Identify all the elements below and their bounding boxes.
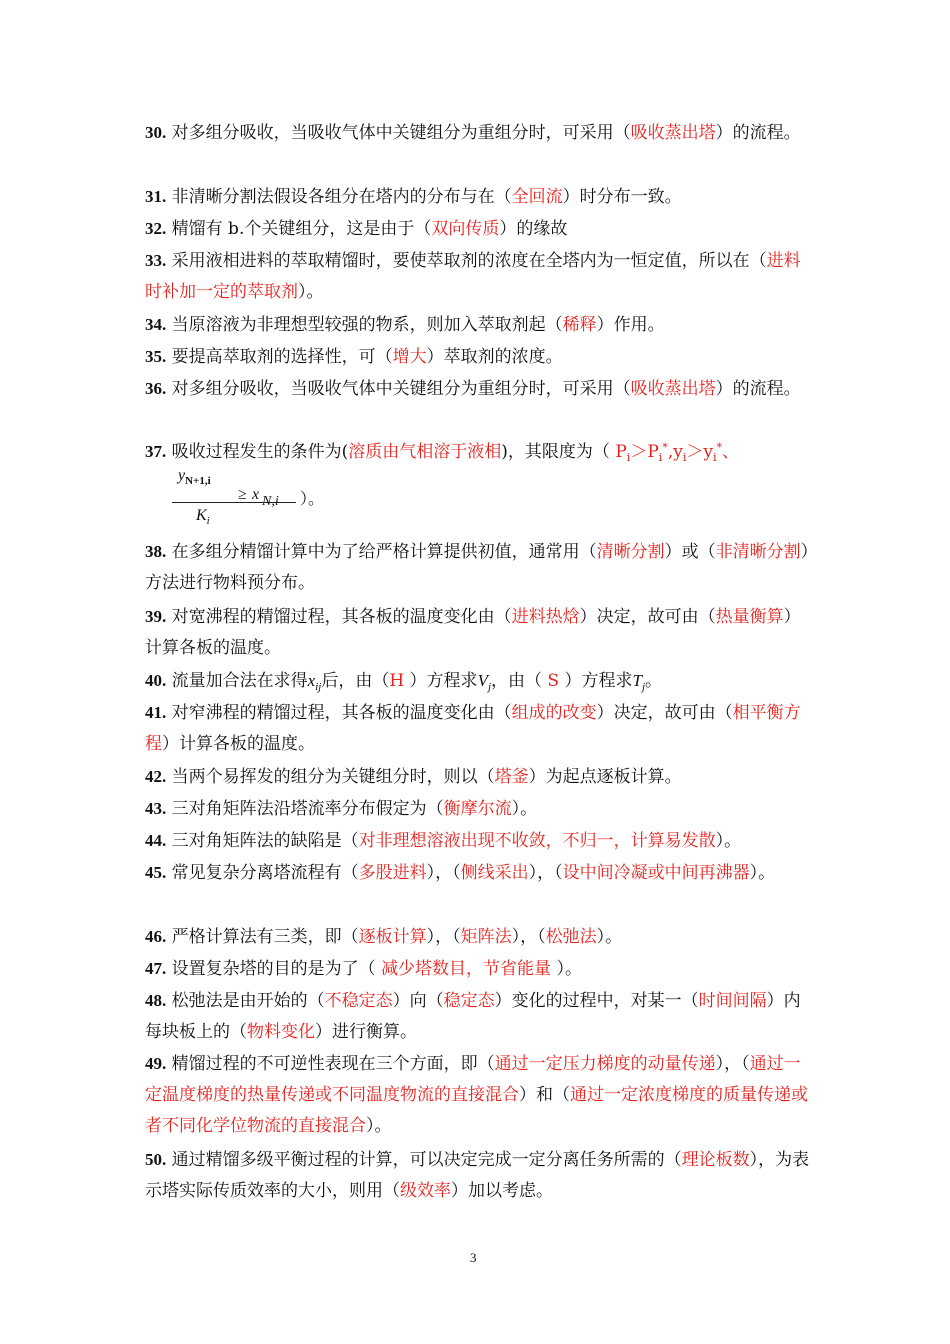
question-number: 40.	[145, 671, 167, 690]
question-segment: ），（	[511, 927, 546, 947]
question-38	[145, 536, 810, 599]
answer-text: 设中间冷凝或中间再沸器	[562, 863, 750, 883]
question-segment: ）向（	[392, 991, 444, 1011]
question-segment: 。	[645, 671, 663, 691]
question-segment: 当两个易挥发的组分为关键组分时，则以（	[171, 767, 495, 787]
question-segment: ），（	[528, 863, 563, 883]
question-number: 38.	[145, 542, 167, 561]
question-text	[172, 799, 538, 819]
answer-text: 吸收蒸出塔	[630, 123, 716, 143]
question-segment: )，其限度为（	[501, 442, 616, 462]
question-number: 34.	[145, 315, 167, 334]
question-segment: ）。	[596, 927, 623, 947]
answer-text: 松弛法	[545, 927, 597, 947]
question-number: 30.	[145, 123, 167, 142]
question-segment: ）的缘故	[499, 219, 568, 239]
question-segment: 常见复杂分离塔流程有（	[171, 863, 359, 883]
answer-text: 稀释	[562, 315, 597, 335]
question-45	[145, 857, 810, 889]
question-segment: ）。	[749, 863, 776, 883]
question-segment: ）决定，故可由（	[579, 607, 716, 627]
question-segment: ）萃取剂的浓度。	[426, 347, 563, 367]
answer-text: 侧线采出	[460, 863, 529, 883]
question-segment: ），为表示塔实际传质效率的大小，则用（	[145, 1150, 810, 1201]
question-segment: ）进行衡算。	[315, 1022, 417, 1042]
answer-text: i	[626, 451, 631, 464]
question-number: 47.	[145, 959, 167, 978]
question-segment: 对宽沸程的精馏过程，其各板的温度变化由（	[171, 607, 512, 627]
question-36	[145, 373, 810, 405]
answer-text: 多股进料	[358, 863, 427, 883]
question-segment: ）为起点逐板计算。	[528, 767, 682, 787]
question-segment: ）计算各板的温度。	[162, 734, 315, 754]
question-segment: 非清晰分割法假设各组分在塔内的分布与在（	[171, 187, 512, 207]
question-number: 35.	[145, 347, 167, 366]
question-text	[172, 442, 739, 462]
question-text	[145, 542, 809, 593]
question-text	[172, 123, 801, 143]
question-segment: ）。	[298, 282, 324, 302]
question-41	[145, 697, 810, 760]
answer-text: 理论板数	[681, 1150, 750, 1170]
question-segment: ij	[315, 681, 322, 693]
question-text	[145, 607, 801, 658]
question-segment: 当原溶液为非理想型较强的物系，则加入萃取剂起（	[171, 315, 563, 335]
answer-text: 级效率	[400, 1181, 451, 1201]
question-segment: ，由（	[491, 671, 548, 691]
question-segment: ）。	[551, 959, 582, 979]
question-number: 37.	[145, 442, 167, 461]
answer-text: i	[712, 451, 717, 464]
question-number: 36.	[145, 379, 167, 398]
question-segment: 采用液相进料的萃取精馏时，要使萃取剂的浓度在全塔内为一恒定值，所以在（	[171, 251, 767, 271]
question-text	[172, 959, 582, 979]
question-segment: j	[641, 681, 646, 693]
question-segment: ）内每块板上的（	[145, 991, 801, 1042]
question-segment: ）作用。	[596, 315, 665, 335]
question-segment: 松弛法是由开始的（	[171, 991, 325, 1011]
question-number: 48.	[145, 991, 167, 1010]
question-text	[172, 831, 742, 851]
question-text	[172, 347, 563, 367]
question-segment: ）或（	[664, 542, 716, 562]
question-segment: ）计算各板的温度。	[145, 607, 801, 658]
question-segment: ）时分布一致。	[562, 187, 682, 207]
answer-text: 吸收蒸出塔	[630, 379, 716, 399]
question-segment: 严格计算法有三类，即（	[171, 927, 359, 947]
answer-text: 矩阵法	[460, 927, 512, 947]
question-text	[145, 703, 801, 754]
formula-geq: ≥	[238, 486, 247, 503]
question-number: 45.	[145, 863, 167, 882]
question-segment: j	[487, 681, 492, 693]
answer-text: 通过一定温度梯度的热量传递或不同温度物流的直接混合	[145, 1054, 801, 1105]
formula-denominator: $K_i$	[196, 507, 210, 527]
question-30	[145, 117, 810, 149]
question-text	[172, 927, 623, 947]
question-segment: 设置复杂塔的目的是为了（	[171, 959, 382, 979]
question-number: 44.	[145, 831, 167, 850]
question-text	[172, 219, 568, 239]
question-47	[145, 953, 810, 985]
formula-x: x	[252, 486, 260, 503]
question-segment: 三对角矩阵法沿塔流率分布假定为（	[171, 799, 444, 819]
answer-text: S	[547, 671, 560, 691]
answer-text: 不稳定态	[324, 991, 393, 1011]
question-number: 50.	[145, 1150, 167, 1169]
question-50	[145, 1144, 810, 1207]
question-segment: 在多组分精馏计算中为了给严格计算提供初值，通常用（	[171, 542, 597, 562]
answer-text: 增大	[392, 347, 427, 367]
question-number: 41.	[145, 703, 167, 722]
question-text	[145, 991, 801, 1042]
question-segment: ）决定，故可由（	[596, 703, 733, 723]
question-segment: T	[632, 671, 642, 690]
answer-text: 组成的改变	[511, 703, 597, 723]
answer-text: ＞P	[630, 442, 659, 462]
question-segment: ），（	[426, 927, 461, 947]
question-segment: ）加以考虑。	[451, 1181, 553, 1201]
question-segment: 对窄沸程的精馏过程，其各板的温度变化由（	[171, 703, 512, 723]
answer-text: 非清晰分割	[715, 542, 801, 562]
answer-text: 逐板计算	[358, 927, 427, 947]
question-text	[172, 767, 682, 787]
question-segment: x	[307, 671, 316, 690]
answer-text: *	[662, 441, 668, 454]
question-46	[145, 921, 810, 953]
answer-text: H	[389, 671, 405, 691]
question-text	[172, 379, 801, 399]
answer-text: 对非理想溶液出现不收敛，不归一，计算易发散	[358, 831, 716, 851]
question-segment: ）。	[715, 831, 742, 851]
question-number: 33.	[145, 251, 167, 270]
question-text	[172, 315, 665, 335]
question-segment: ）变化的过程中，对某一（	[494, 991, 699, 1011]
answer-text: i	[682, 451, 687, 464]
question-number: 43.	[145, 799, 167, 818]
question-text	[145, 1150, 809, 1201]
question-segment: ）方程求	[559, 671, 633, 691]
answer-text: 物料变化	[247, 1022, 315, 1042]
question-segment: ）。	[366, 1116, 392, 1136]
question-39	[145, 601, 810, 664]
question-35	[145, 341, 810, 373]
question-segment: 后，由（	[321, 671, 390, 691]
question-segment: ）。	[511, 799, 538, 819]
question-31	[145, 181, 810, 213]
question-42	[145, 761, 810, 793]
question-segment: ）的流程。	[715, 379, 801, 399]
question-segment: ），（	[715, 1054, 750, 1074]
question-34	[145, 309, 810, 341]
question-number: 39.	[145, 607, 167, 626]
answer-text: P	[615, 442, 627, 462]
answer-text: 进料热焓	[511, 607, 580, 627]
answer-text: 通过一定浓度梯度的质量传递或者不同化学位物流的直接混合	[145, 1085, 808, 1136]
question-segment: 精馏有 b.个关键组分，这是由于（	[171, 219, 432, 239]
question-segment: 精馏过程的不可逆性表现在三个方面，即（	[171, 1054, 495, 1074]
question-segment: ）方程求	[404, 671, 478, 691]
question-segment: V	[477, 671, 488, 690]
question-segment: 流量加合法在求得	[171, 671, 308, 691]
answer-text: ＞y	[686, 442, 713, 462]
answer-text: 稳定态	[443, 991, 495, 1011]
question-segment: ）和（	[519, 1085, 570, 1105]
question-text	[172, 187, 682, 207]
answer-text: i	[658, 451, 663, 464]
question-37	[145, 432, 810, 473]
answer-text: ,y	[667, 442, 683, 462]
answer-text: 时间间隔	[698, 991, 767, 1011]
answer-text: 塔釜	[494, 767, 529, 787]
question-number: 46.	[145, 927, 167, 946]
question-49	[145, 1048, 810, 1142]
question-text	[145, 1054, 808, 1136]
formula-numerator: $y_{N+1,i}$	[178, 467, 211, 487]
question-segment: ），（	[426, 863, 461, 883]
question-32	[145, 213, 810, 245]
answer-text: 热量衡算	[715, 607, 784, 627]
question-segment: 三对角矩阵法的缺陷是（	[171, 831, 359, 851]
answer-text: 、	[722, 442, 739, 462]
answer-text: 清晰分割	[596, 542, 665, 562]
answer-text: 减少塔数目，节省能量	[381, 959, 552, 979]
question-number: 42.	[145, 767, 167, 786]
question-number: 31.	[145, 187, 167, 206]
question-segment: 通过精馏多级平衡过程的计算，可以决定完成一定分离任务所需的（	[171, 1150, 682, 1170]
answer-text: 双向传质	[431, 219, 500, 239]
answer-text: 相平衡方程	[145, 703, 801, 754]
question-text	[145, 251, 801, 302]
formula-close: ）。	[300, 491, 325, 508]
question-text	[172, 863, 776, 883]
formula-x-sub: N,i	[262, 494, 279, 509]
question-segment: 吸收过程发生的条件为(	[171, 442, 349, 462]
question-48	[145, 985, 810, 1048]
question-33	[145, 245, 810, 308]
page-number: 3	[470, 1250, 477, 1265]
question-text	[172, 671, 662, 691]
question-44	[145, 825, 810, 857]
question-segment: 对多组分吸收，当吸收气体中关键组分为重组分时，可采用（	[171, 379, 631, 399]
answer-text: 溶质由气相溶于液相	[348, 442, 502, 462]
question-segment: ）的流程。	[715, 123, 801, 143]
question-segment: ）方法进行物料预分布。	[145, 542, 810, 593]
question-number: 49.	[145, 1054, 167, 1073]
answer-text: 通过一定压力梯度的动量传递	[494, 1054, 716, 1074]
answer-text: 衡摩尔流	[443, 799, 512, 819]
question-segment: 对多组分吸收，当吸收气体中关键组分为重组分时，可采用（	[171, 123, 631, 143]
question-43	[145, 793, 810, 825]
question-segment: 要提高萃取剂的选择性，可（	[171, 347, 393, 367]
question-number: 32.	[145, 219, 167, 238]
answer-text: *	[716, 441, 722, 454]
answer-text: 全回流	[511, 187, 563, 207]
answer-text: 进料时补加一定的萃取剂	[145, 251, 801, 302]
